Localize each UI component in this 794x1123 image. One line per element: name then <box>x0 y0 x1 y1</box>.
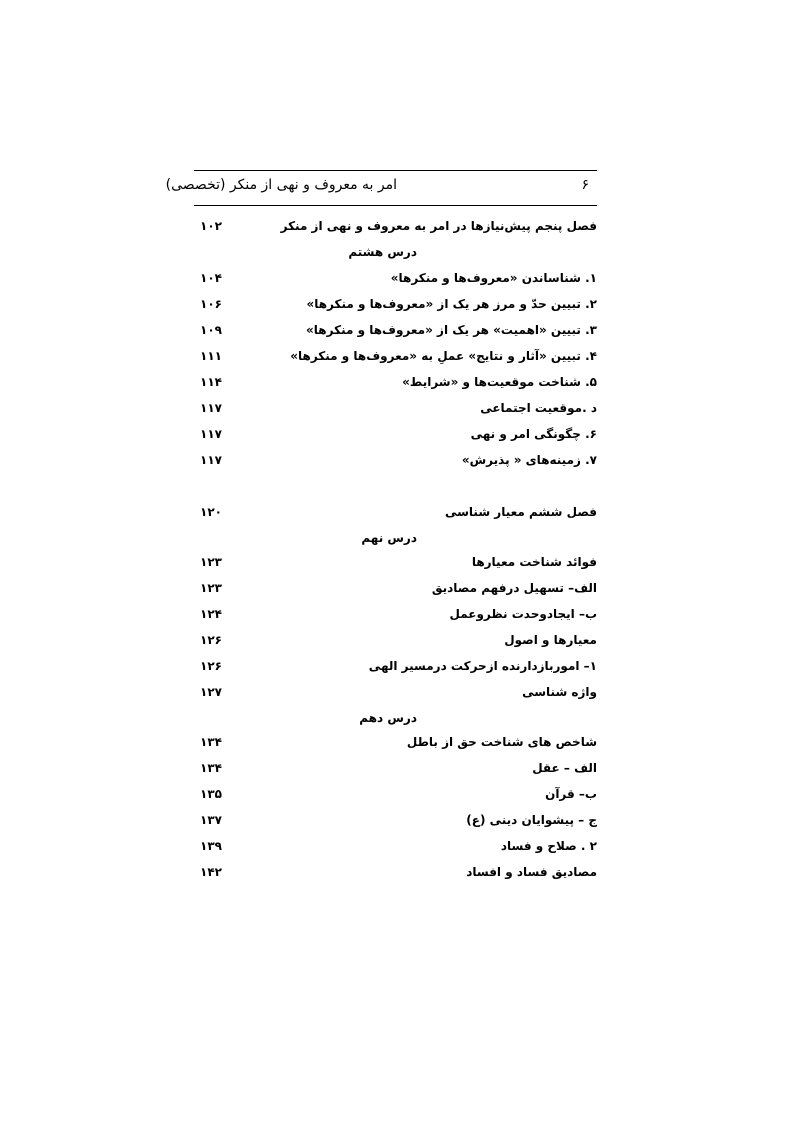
toc-entry <box>194 448 597 472</box>
toc-entry-label: ۱– اموربازدارنده ازحرکت درمسیر الهی <box>368 659 597 673</box>
toc-section-label: درس دهم <box>359 711 417 725</box>
toc-entry-page: ۱۲۷ <box>200 685 222 699</box>
toc-entry-label: ب– قرآن <box>545 787 597 801</box>
toc-entry-page: ۱۰۹ <box>200 323 222 337</box>
toc-entry-page: ۱۲۳ <box>200 581 222 595</box>
toc-entry-label: الف– تسهیل درفهم مصادیق <box>431 581 597 595</box>
toc-entry-page: ۱۲۶ <box>200 659 222 673</box>
toc-entry <box>194 550 597 574</box>
toc-entry <box>194 576 597 600</box>
toc-entry-page: ۱۱۱ <box>200 349 222 363</box>
toc-entry-label: ۲ . صلاح و فساد <box>500 839 597 853</box>
toc-entry-label: ج – پیشوایان دینی (ع) <box>466 813 597 827</box>
toc-entry <box>194 266 597 290</box>
toc-entry <box>194 782 597 806</box>
toc-entry <box>194 628 597 652</box>
toc-entry-page: ۱۳۷ <box>200 813 222 827</box>
toc-section-heading <box>194 526 597 550</box>
toc-entry <box>194 756 597 780</box>
running-header-title: امر به معروف و نهی از منکر (تخصصی) <box>165 177 397 193</box>
toc-entry <box>194 680 597 704</box>
toc-entry-label: ۳. تبیین «اهمیت» هر یک از «معروف‌ها و منکرها» <box>306 323 597 337</box>
toc-entry-label: معیارها و اصول <box>504 633 597 647</box>
toc-entry <box>194 318 597 342</box>
toc-entry-page: ۱۰۶ <box>200 297 222 311</box>
toc-entry-page: ۱۳۴ <box>200 761 222 775</box>
toc-entry-page: ۱۲۰ <box>200 505 222 519</box>
toc-entry <box>194 370 597 394</box>
toc-entry-label: واژه شناسی <box>522 685 597 699</box>
toc-entry-label: ۵. شناخت موقعیت‌ها و «شرایط» <box>402 375 597 389</box>
toc-entry-page: ۱۱۴ <box>200 375 222 389</box>
toc-entry <box>194 214 597 238</box>
toc-entry-page: ۱۳۵ <box>200 787 222 801</box>
toc-entry-label: فصل پنجم پیش‌نیازها در امر به معروف و نهی از منکر <box>280 219 597 233</box>
toc-entry-label: ۱. شناساندن «معروف‌ها و منکرها» <box>390 271 597 285</box>
toc-entry-label: فوائد شناخت معیارها <box>471 555 597 569</box>
toc-entry <box>194 730 597 754</box>
toc-entry-label: الف – عقل <box>532 761 597 775</box>
toc-entry-label: ۲. تبیین حدّ و مرز هر یک از «معروف‌ها و منکرها» <box>306 297 597 311</box>
toc-entry-page: ۱۰۴ <box>200 271 222 285</box>
toc-entry-page: ۱۲۴ <box>200 607 222 621</box>
toc-entry <box>194 422 597 446</box>
toc-entry-page: ۱۲۳ <box>200 555 222 569</box>
toc-entry-page: ۱۳۴ <box>200 735 222 749</box>
toc-section-heading <box>194 706 597 730</box>
page-number: ۶ <box>581 177 589 193</box>
toc-entry <box>194 654 597 678</box>
toc-section-label: درس نهم <box>361 531 417 545</box>
toc-entry <box>194 344 597 368</box>
toc-entry-label: ب– ایجادوحدت نظروعمل <box>449 607 597 621</box>
toc-entry <box>194 602 597 626</box>
toc-entry <box>194 860 597 884</box>
toc-entry-label: ۴. تبیین «آثار و نتایج» عملِ به «معروف‌ها و منکرها» <box>290 349 597 363</box>
running-header <box>165 170 597 206</box>
toc-entry <box>194 808 597 832</box>
toc-entry <box>194 292 597 316</box>
toc-entry-page: ۱۱۷ <box>200 427 222 441</box>
toc-entry <box>194 500 597 524</box>
toc-section-heading <box>194 240 597 264</box>
toc-entry-label: د .موقعیت اجتماعی <box>480 401 597 415</box>
toc-entry-page: ۱۴۲ <box>200 865 222 879</box>
toc-entry-page: ۱۱۷ <box>200 453 222 467</box>
toc-entry-page: ۱۰۲ <box>200 219 222 233</box>
toc-section-label: درس هشتم <box>348 245 417 259</box>
toc-entry-label: ۷. زمینه‌های « پذیرش» <box>461 453 597 467</box>
toc-entry-page: ۱۳۹ <box>200 839 222 853</box>
toc-entry-label: ۶. چگونگی امر و نهی <box>470 427 597 441</box>
toc-entry-label: فصل ششم معیار شناسی <box>444 505 597 519</box>
toc-entry-page: ۱۲۶ <box>200 633 222 647</box>
toc-entry <box>194 396 597 420</box>
toc-entry-label: شاخص های شناخت حق از باطل <box>406 735 597 749</box>
toc-entry <box>194 834 597 858</box>
toc-entry-page: ۱۱۷ <box>200 401 222 415</box>
toc-entry-label: مصادیق فساد و افساد <box>466 865 597 879</box>
